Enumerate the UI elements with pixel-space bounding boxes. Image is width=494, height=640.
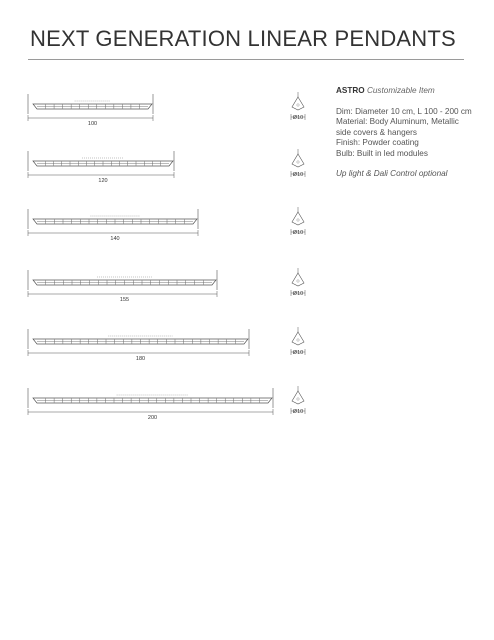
section-profile xyxy=(291,327,305,356)
pendant-drawing xyxy=(28,151,174,184)
section-shape xyxy=(292,391,304,404)
section-shape xyxy=(292,154,304,167)
spec-material: Material: Body Aluminum, Metallic side covers & hangers xyxy=(336,117,459,137)
length-label: 140 xyxy=(110,236,120,242)
section-shape xyxy=(292,332,304,345)
pendant-drawing xyxy=(28,270,217,303)
section-led xyxy=(297,398,299,400)
spec-optional: Up light & Dali Control optional xyxy=(336,169,448,178)
diameter-label: Ø10 xyxy=(292,409,304,415)
length-label: 120 xyxy=(98,178,108,184)
diameter-label: Ø10 xyxy=(292,350,304,356)
length-label: 100 xyxy=(87,121,98,127)
length-label: 155 xyxy=(119,297,130,303)
section-led xyxy=(297,339,299,341)
section-led xyxy=(297,219,299,221)
page-title: NEXT GENERATION LINEAR PENDANTS xyxy=(30,26,456,51)
diameter-label: Ø10 xyxy=(292,291,304,297)
section-profile xyxy=(291,386,305,415)
section-profile xyxy=(291,207,305,236)
length-label: 180 xyxy=(135,356,146,362)
pendant-drawing xyxy=(28,94,153,127)
section-led xyxy=(297,104,299,106)
diameter-label: Ø10 xyxy=(292,172,304,178)
pendant-drawing xyxy=(28,388,273,421)
section-shape xyxy=(292,97,304,110)
section-profile xyxy=(291,268,305,297)
section-profile xyxy=(291,149,305,178)
section-shape xyxy=(292,212,304,225)
diameter-label: Ø10 xyxy=(292,115,304,121)
pendant-drawing xyxy=(28,329,249,362)
length-label: 200 xyxy=(147,415,158,421)
section-shape xyxy=(292,273,304,286)
product-subtitle: Customizable Item xyxy=(366,86,435,95)
pendant-drawing xyxy=(28,209,198,242)
section-led xyxy=(297,280,299,282)
product-name: ASTRO xyxy=(336,86,365,95)
spec-finish: Finish: Powder coating xyxy=(336,138,419,147)
diameter-label: Ø10 xyxy=(292,230,304,236)
section-profile xyxy=(291,92,305,121)
spec-dimensions: Dim: Diameter 10 cm, L 100 - 200 cm xyxy=(336,106,472,116)
section-led xyxy=(297,161,299,163)
spec-bulb: Bulb: Built in led modules xyxy=(336,148,428,158)
